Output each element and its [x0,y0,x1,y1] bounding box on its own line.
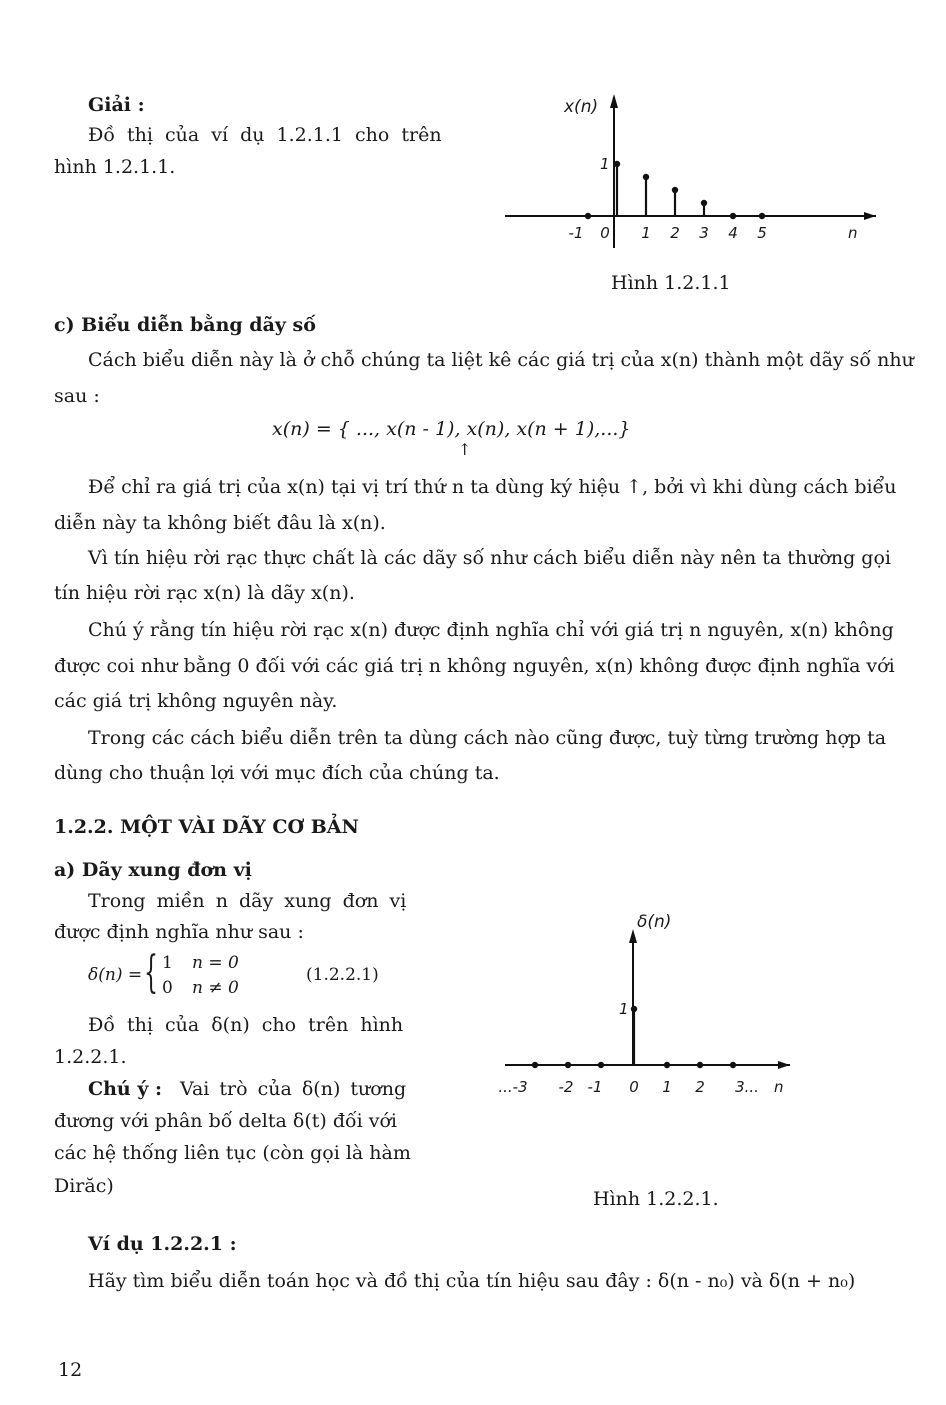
point-5 [759,213,765,219]
x-tick-label-6: 5 [757,224,767,242]
point-1 [643,174,649,180]
x-tick-label-1: 0 [600,224,610,242]
point-3 [730,1062,736,1068]
section-c-p4-line2: được coi như bằng 0 đối với các giá trị n không nguyên, x(n) không được định nghĩa với [54,655,895,677]
x-axis-arrow [778,1061,790,1069]
x-tick-label-5: 2 [695,1078,705,1096]
y-unit-tick-label: 1 [600,155,610,173]
section-c-p4-line3: các giá trị không nguyên này. [54,690,338,712]
x-tick-label-4: 1 [662,1078,672,1096]
definition-line-1: Trong miền n dãy xung đơn vị [88,890,407,912]
note-label: Chú ý : [88,1078,163,1100]
x-tick-label-1: -2 [558,1078,574,1096]
solution-line-1: Đồ thị của ví dụ 1.2.1.1 cho trên [88,124,442,146]
x-axis-label: n [848,224,858,242]
note-line-3: các hệ thống liên tục (còn gọi là hàm [54,1142,411,1164]
x-tick-label-2: -1 [587,1078,603,1096]
section-c-p1-line1: Cách biểu diễn này là ở chỗ chúng ta liệt kê các giá trị của x(n) thành một dãy số như [88,349,914,371]
point--2 [565,1062,571,1068]
figure-1-stem-plot [500,88,880,258]
page-number: 12 [58,1359,83,1381]
x-axis-label: n [774,1078,784,1096]
section-c-p2-line2: diễn này ta không biết đâu là x(n). [54,512,386,534]
section-c-p3-line1: Vì tín hiệu rời rạc thực chất là các dãy số như cách biểu diễn này nên ta thường gọi [88,547,891,569]
graph-line-2: 1.2.2.1. [54,1046,127,1068]
point-3 [701,200,707,206]
y-unit-tick-label: 1 [619,1000,629,1018]
y-axis-label: δ(n) [637,912,672,932]
section-c-p5-line1: Trong các cách biểu diễn trên ta dùng cách nào cũng được, tuỳ từng trường hợp ta [88,727,887,749]
point--1 [585,213,591,219]
point-4 [730,213,736,219]
point--3 [532,1062,538,1068]
figure-2-caption: Hình 1.2.2.1. [593,1188,719,1210]
note-line-4: Dirăc) [54,1175,114,1197]
y-axis-arrow [629,929,637,943]
x-tick-label-4: 3 [699,224,709,242]
x-tick-label-3: 2 [670,224,680,242]
equation-case-1-value: 1 [162,953,173,973]
x-tick-label-3: 0 [629,1078,639,1096]
section-c-p1-line2: sau : [54,385,100,407]
note-line-1: Vai trò của δ(n) tương [180,1078,407,1100]
y-axis-label: x(n) [564,97,599,117]
section-c-p5-line2: dùng cho thuận lợi với mục đích của chúng ta. [54,762,500,784]
definition-line-2: được định nghĩa như sau : [54,921,304,943]
note-line-2: đương với phân bố delta δ(t) đối với [54,1110,397,1132]
section-c-p3-line2: tín hiệu rời rạc x(n) là dãy x(n). [54,582,355,604]
equation-number: (1.2.2.1) [306,965,379,985]
equation-case-2-condition: n ≠ 0 [192,978,239,998]
formula-position-marker: ↑ [458,440,472,459]
equation-case-1-condition: n = 0 [192,953,239,973]
point-1 [664,1062,670,1068]
sequence-formula: x(n) = { ..., x(n - 1), x(n), x(n + 1),...} [272,418,631,440]
figure-1-caption: Hình 1.2.1.1 [611,272,731,294]
section-c-heading: c) Biểu diễn bằng dãy số [54,314,316,336]
point-2 [697,1062,703,1068]
example-heading: Ví dụ 1.2.2.1 : [88,1233,237,1255]
x-tick-label-0: -1 [568,224,584,242]
x-axis-arrow [864,212,876,220]
point-0 [614,161,620,167]
equation-brace: { [144,947,158,998]
point--1 [598,1062,604,1068]
graph-line-1: Đồ thị của δ(n) cho trên hình [88,1014,404,1036]
subsection-a-heading: a) Dãy xung đơn vị [54,859,252,881]
point-2 [672,187,678,193]
x-tick-label-5: 4 [728,224,738,242]
section-c-p4-line1: Chú ý rằng tín hiệu rời rạc x(n) được định nghĩa chỉ với giá trị n nguyên, x(n) không [88,619,894,641]
y-axis-arrow [610,94,618,108]
point-0 [631,1006,637,1012]
x-tick-label-2: 1 [641,224,651,242]
equation-case-2-value: 0 [162,978,173,998]
figure-2-stem-plot [490,905,800,1105]
solution-heading: Giải : [88,94,145,116]
example-text: Hãy tìm biểu diễn toán học và đồ thị của tín hiệu sau đây : δ(n - n₀) và δ(n + n₀) [88,1270,856,1292]
x-tick-label-6: 3... [735,1078,759,1096]
x-tick-label-0: ...-3 [498,1078,528,1096]
section-c-p2-line1: Để chỉ ra giá trị của x(n) tại vị trí thứ n ta dùng ký hiệu ↑, bởi vì khi dùng cách biểu [88,476,897,498]
equation-lhs: δ(n) = [88,965,143,985]
section-1-2-2-heading: 1.2.2. MỘT VÀI DÃY CƠ BẢN [54,816,359,838]
solution-line-2: hình 1.2.1.1. [54,156,176,178]
